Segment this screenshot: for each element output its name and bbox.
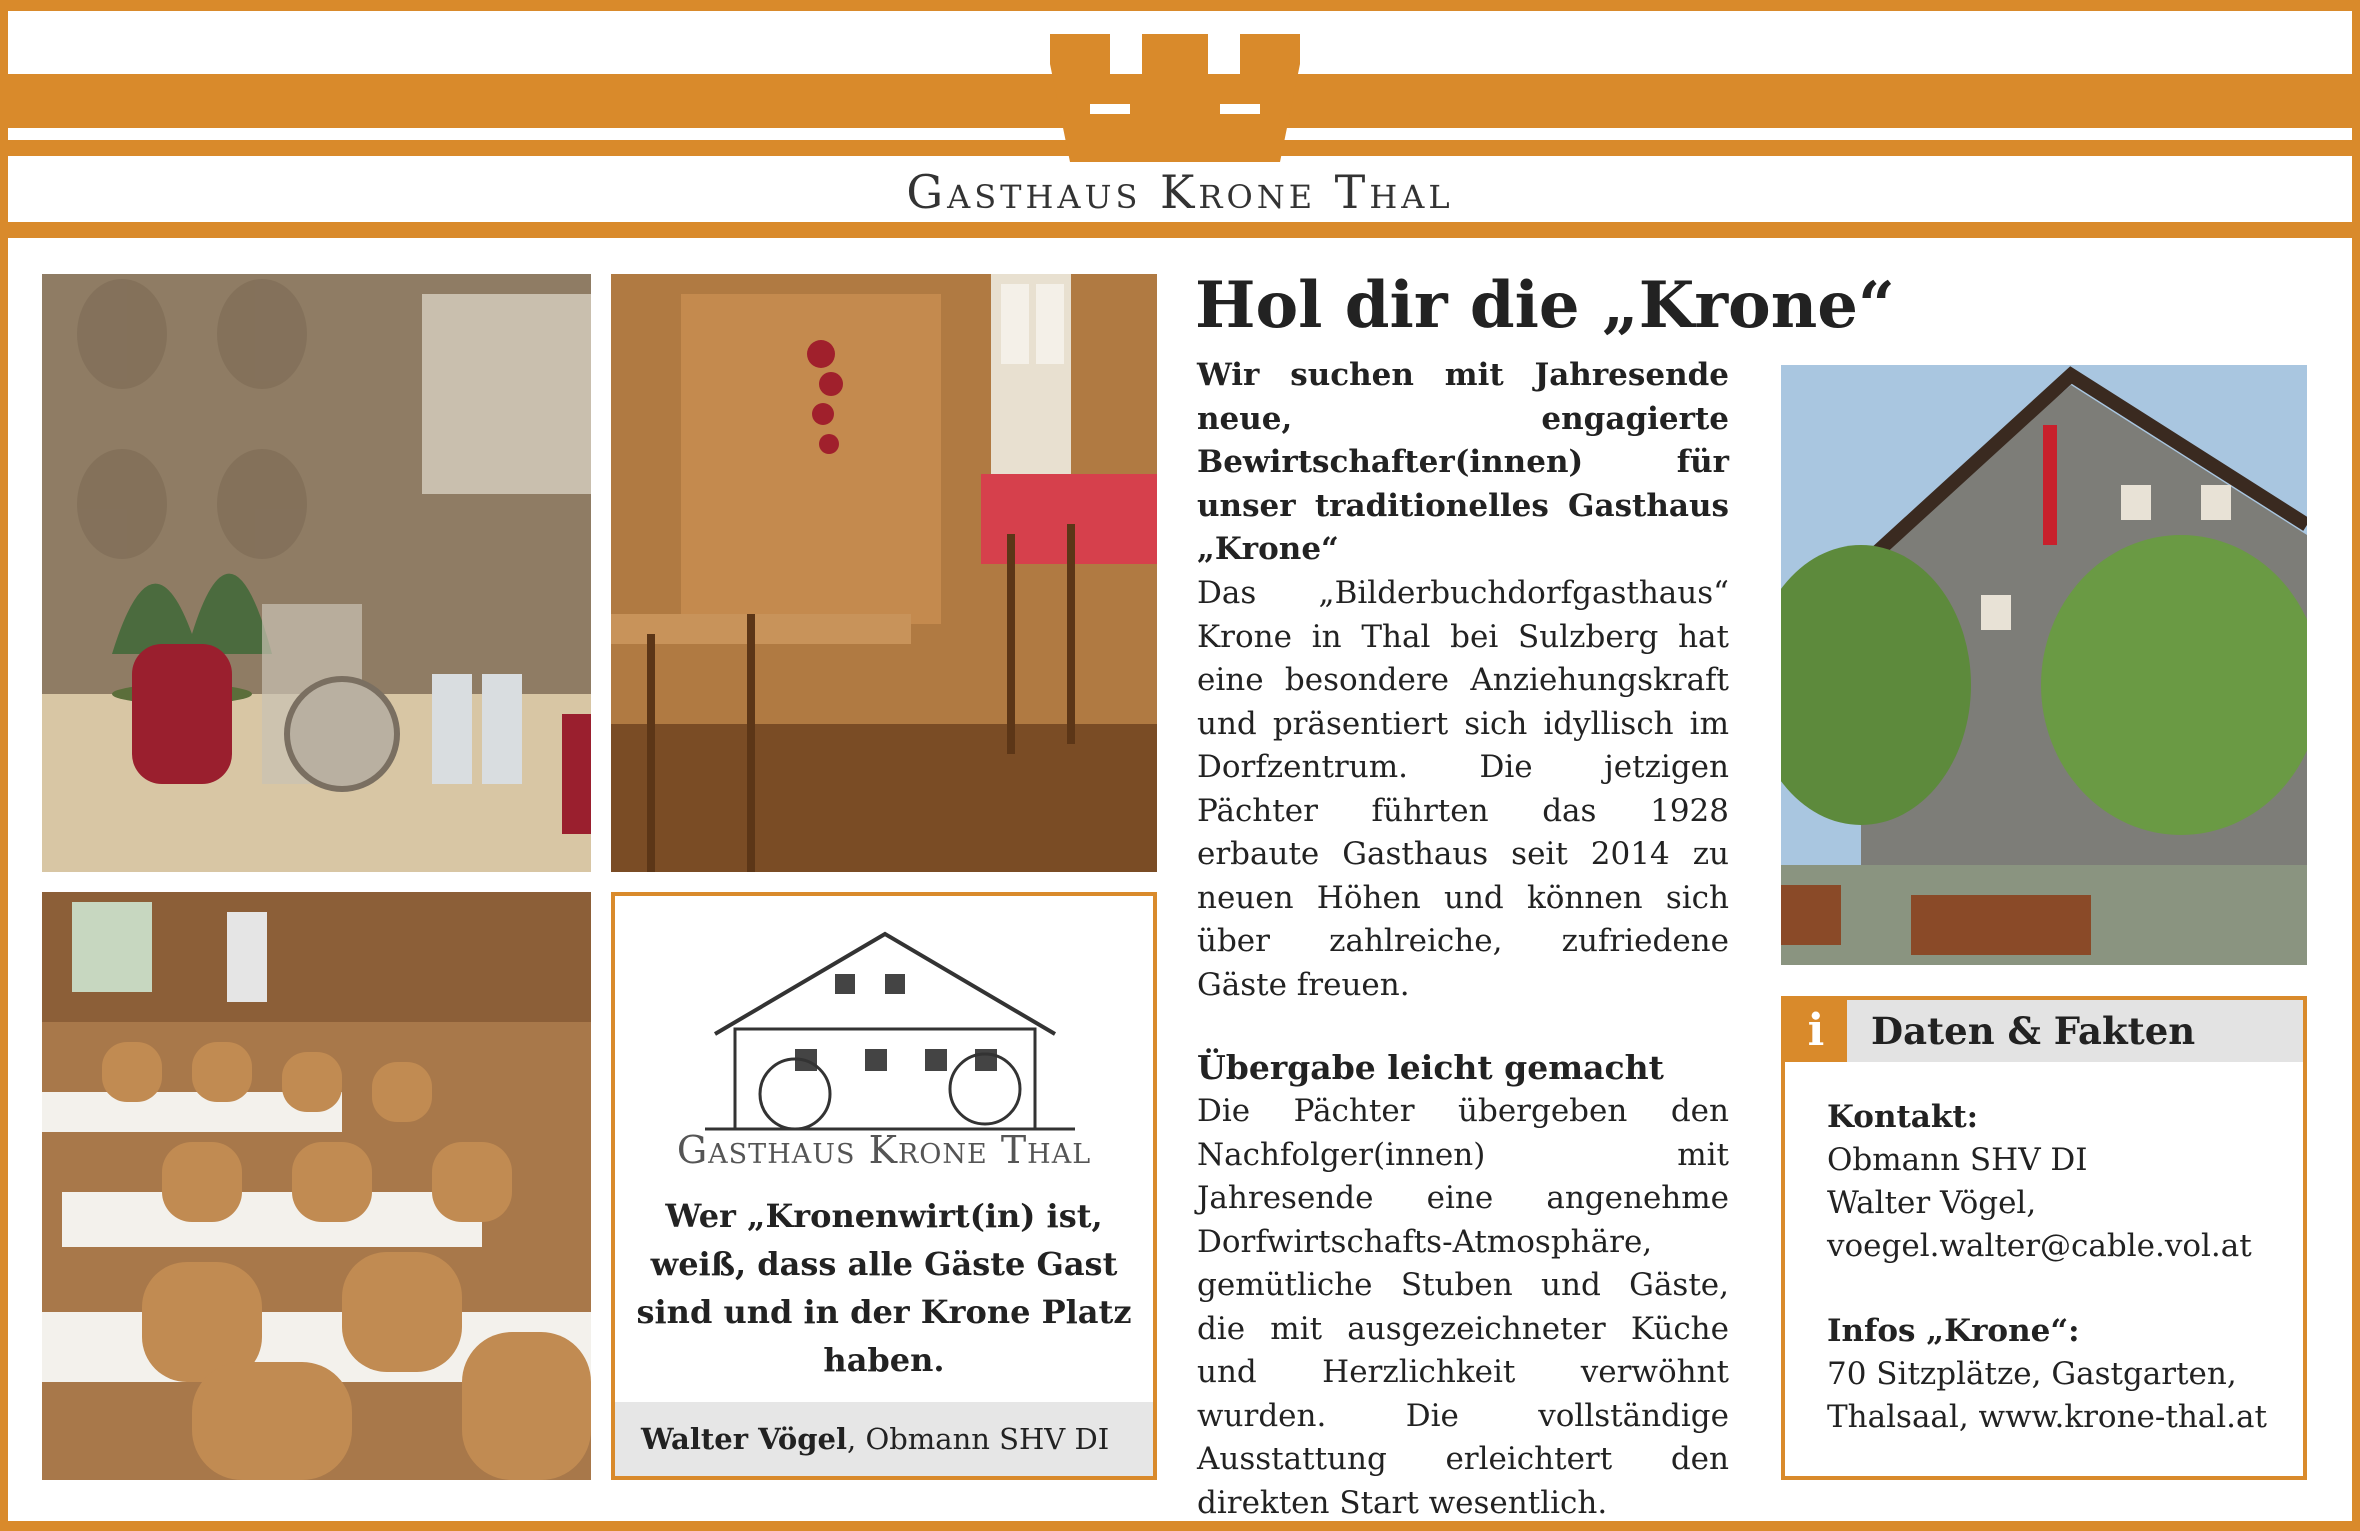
- facts-title: Daten & Fakten: [1871, 1009, 2196, 1053]
- quote-author-role: , Obmann SHV DI: [847, 1422, 1110, 1456]
- quote-box: [611, 892, 1157, 1480]
- contact-email[interactable]: voegel.walter@cable.vol.at: [1827, 1228, 2252, 1264]
- crown-logo-icon: [1050, 34, 1300, 162]
- article-headline: Hol dir die „Krone“: [1195, 268, 1895, 343]
- contact-line-1: Obmann SHV DI: [1827, 1142, 2088, 1178]
- quote-text: Wer „Kronenwirt(in) ist, weiß, dass alle Gäste Gast sind und in der Krone Platz haben.: [636, 1197, 1132, 1379]
- contact-line-2: Walter Vögel,: [1827, 1185, 2037, 1221]
- bottom-border: [0, 1521, 2360, 1531]
- infos-label: Infos „Krone“:: [1827, 1313, 2080, 1349]
- article-subheading: Übergabe leicht gemacht: [1197, 1048, 1664, 1087]
- brand-title: Gasthaus Krone Thal: [906, 165, 1454, 219]
- contact-label: Kontakt:: [1827, 1099, 1979, 1135]
- quote-attribution: [615, 1402, 1153, 1476]
- info-icon: i: [1785, 1000, 1847, 1062]
- quote-logo-text: Gasthaus Krone Thal: [676, 1128, 1092, 1172]
- header-separator: [0, 222, 2360, 238]
- article-lead: Wir suchen mit Jahresende neue, engagierte Bewirtschafter(innen) für unser traditionelles Gasthaus „Krone“: [1197, 357, 1729, 567]
- banquet-hall-photo: [42, 892, 591, 1480]
- gasthaus-sketch-illustration: [685, 914, 1085, 1144]
- infos-line-1: 70 Sitzplätze, Gastgarten,: [1827, 1356, 2237, 1392]
- facts-body: [1827, 1096, 2297, 1439]
- table-decoration-photo: [42, 274, 591, 872]
- gasthaus-exterior-photo: [1781, 365, 2307, 965]
- facts-box: [1781, 996, 2307, 1480]
- article-paragraph-1: Das „Bilderbuchdorfgasthaus“ Krone in Thal bei Sulzberg hat eine besondere Anziehungskraft und präsentiert sich idyllisch im Dorfzentrum. Die jetzigen Pächter führten das 1928 erbaute Gasthaus seit 2014 zu neuen Höhen und können sich über zahlreiche, zufriedene Gäste freuen.: [1197, 575, 1729, 1003]
- infos-line-2[interactable]: Thalsaal, www.krone-thal.at: [1827, 1399, 2267, 1435]
- article-paragraph-2: Die Pächter übergeben den Nachfolger(innen) mit Jahresende eine angenehme Dorfwirtschafts-Atmosphäre, gemütliche Stuben und Gäste, die mit ausgezeichneter Küche und Herzlichkeit verwöhnt wurden. Die vollständige Ausstattung erleichtert den direkten Start wesentlich.: [1197, 1093, 1729, 1521]
- top-border: [0, 0, 2360, 11]
- quote-author-name: Walter Vögel: [641, 1422, 848, 1456]
- facts-header: [1785, 1000, 2303, 1062]
- wooden-stube-photo: [611, 274, 1157, 872]
